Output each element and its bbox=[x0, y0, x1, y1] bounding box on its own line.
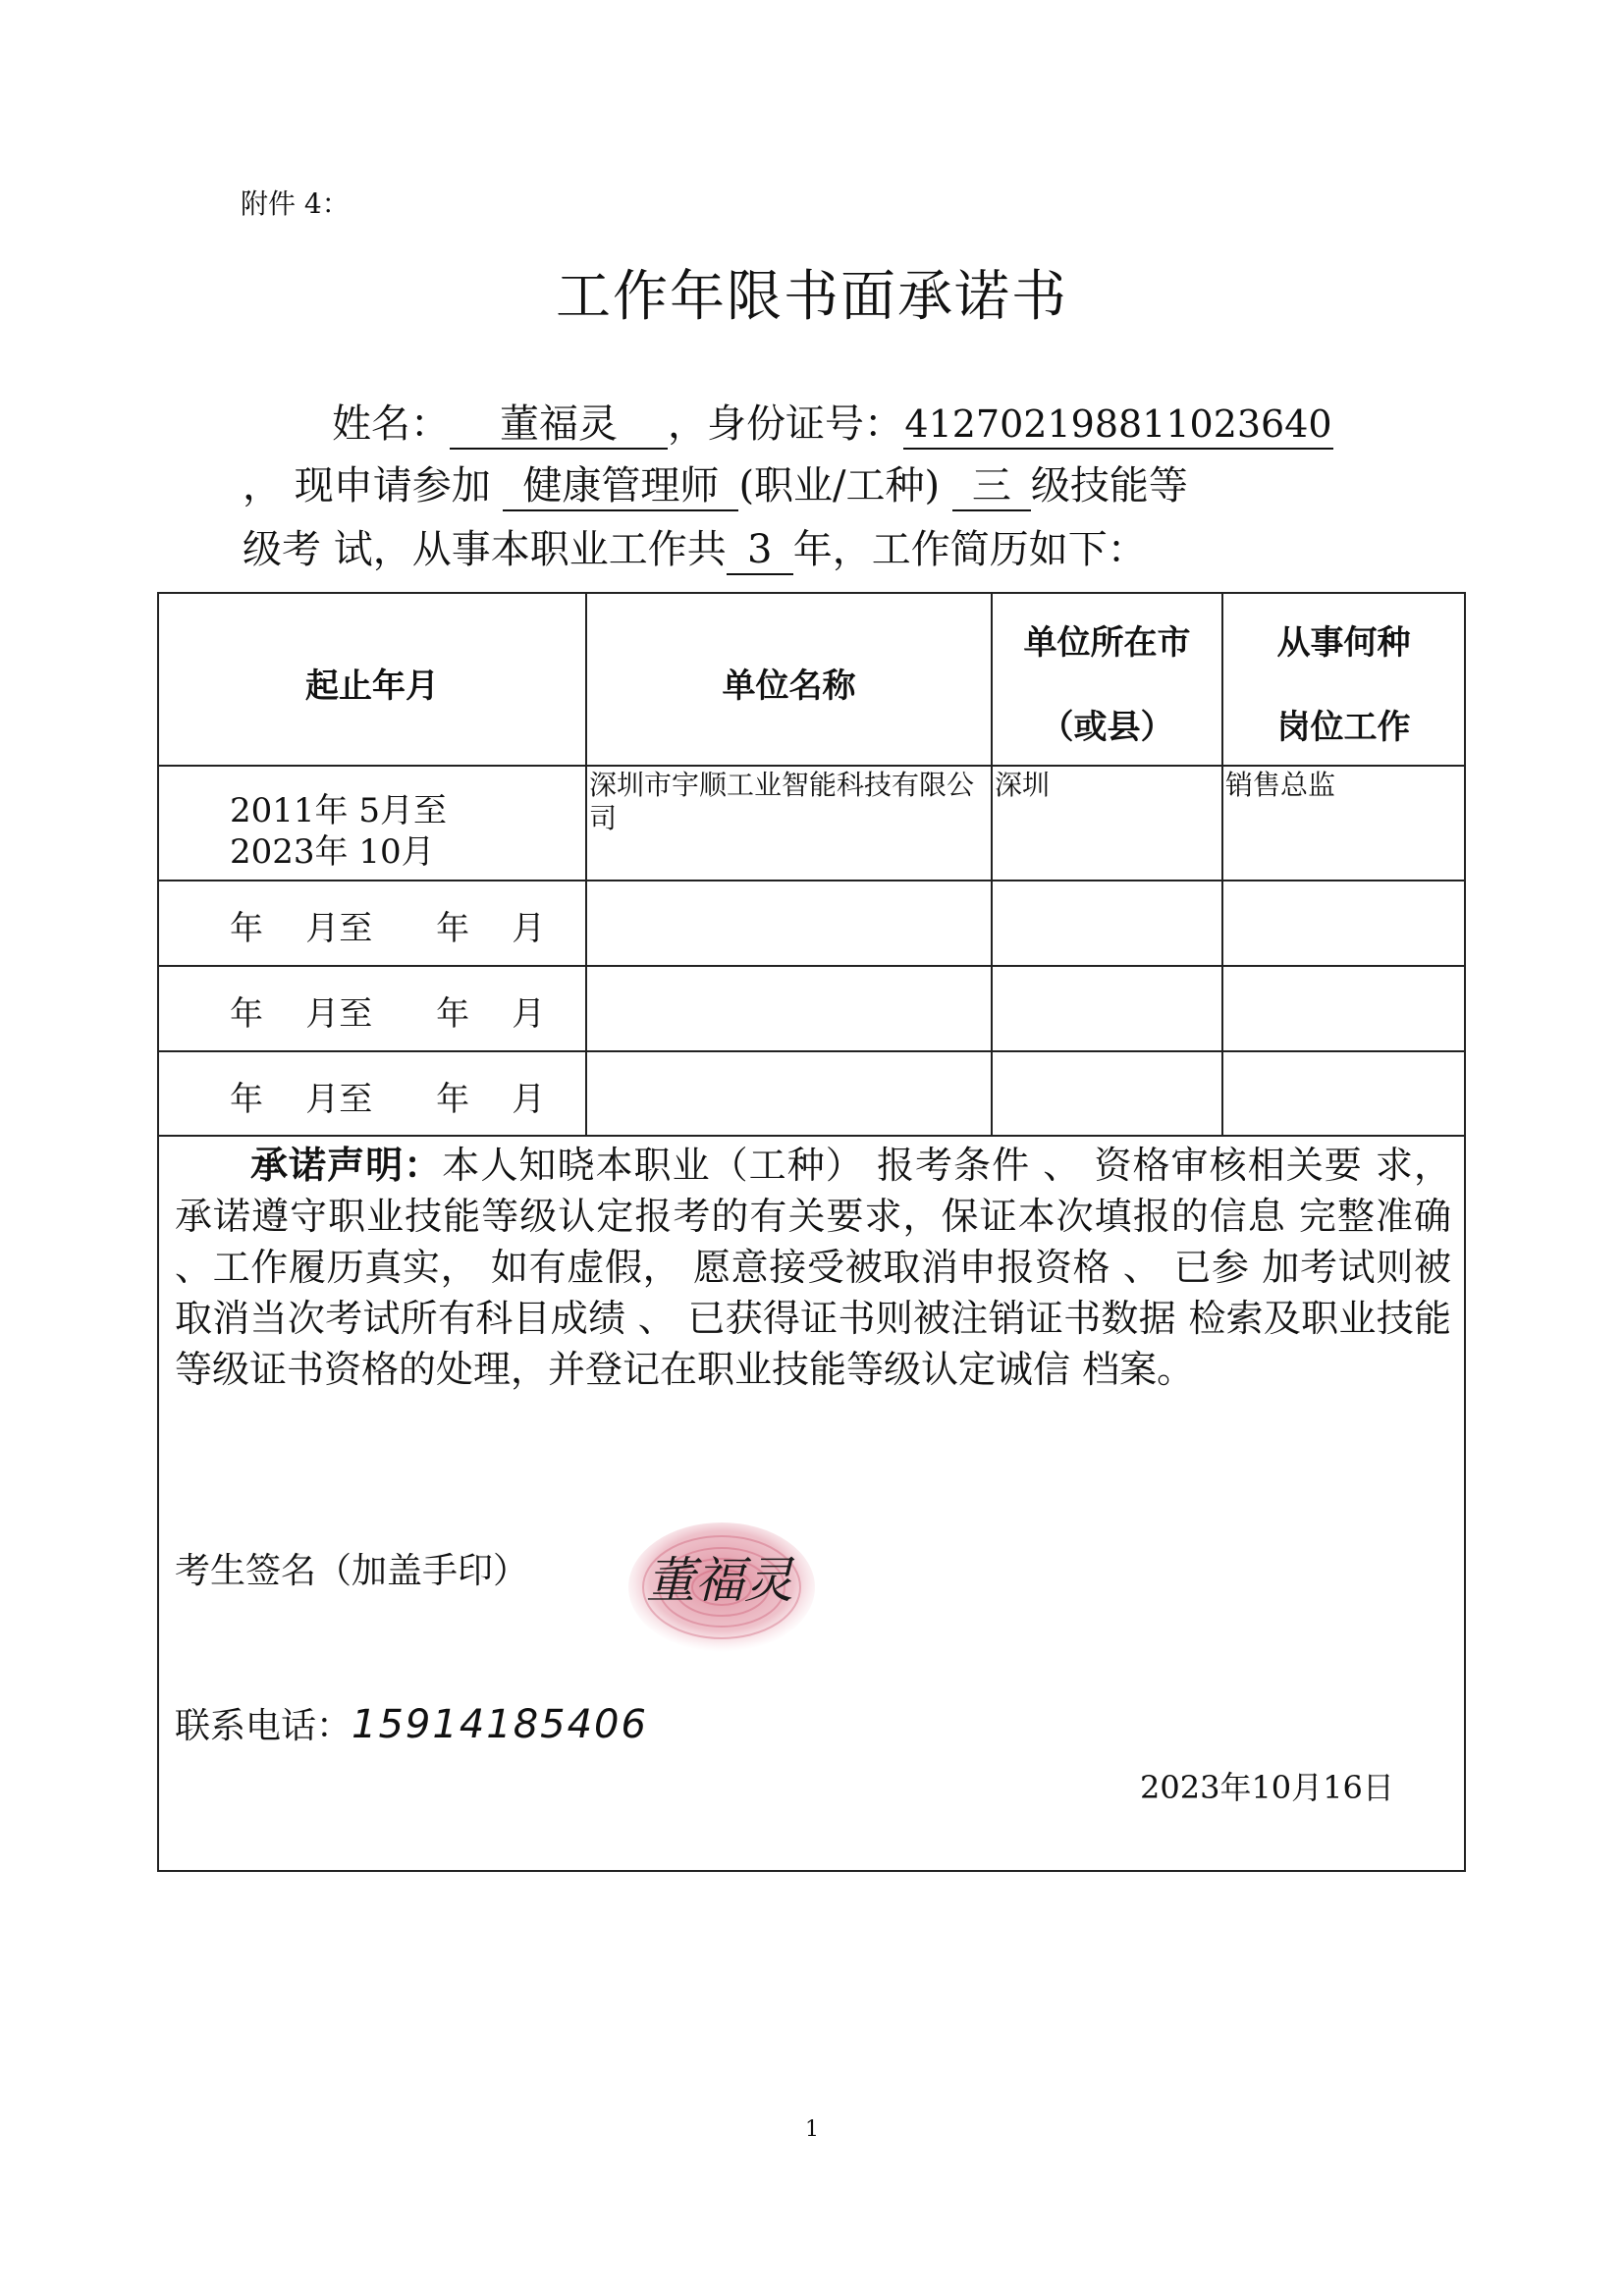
row1-period-end: 2023年 10月 bbox=[230, 832, 435, 872]
level-suffix: 级技能等 bbox=[1030, 463, 1188, 508]
name-value: 董福灵 bbox=[450, 400, 668, 450]
header-city-line2: （或县） bbox=[1040, 708, 1174, 747]
phone-value: 15914185406 bbox=[352, 1702, 648, 1747]
header-period: 起止年月 bbox=[305, 667, 439, 706]
handwritten-name: 董福灵 bbox=[646, 1552, 793, 1609]
level-value: 三 bbox=[952, 462, 1031, 511]
document-title: 工作年限书面承诺书 bbox=[556, 265, 1068, 329]
table-divider bbox=[991, 594, 993, 1136]
phone-label: 联系电话： bbox=[175, 1706, 352, 1746]
id-number-value: 412702198811023640 bbox=[903, 400, 1333, 450]
row3-period: 年 月至 年 月 bbox=[230, 994, 546, 1034]
signature-label: 考生签名（加盖手印） bbox=[175, 1551, 529, 1591]
occupation-value: 健康管理师 bbox=[503, 462, 738, 511]
sign-date: 2023年10月16日 bbox=[1140, 1769, 1394, 1806]
pledge-heading: 承诺声明： bbox=[249, 1144, 443, 1187]
intro-line-2 bbox=[243, 454, 1188, 511]
name-label: 姓名： bbox=[332, 401, 450, 447]
attachment-label: 附件 4： bbox=[241, 187, 350, 220]
row1-city: 深圳 bbox=[995, 769, 1051, 801]
table-divider bbox=[159, 965, 1464, 967]
row1-position: 销售总监 bbox=[1225, 769, 1336, 801]
header-position-line2: 岗位工作 bbox=[1276, 708, 1411, 747]
phone-line bbox=[175, 1698, 648, 1748]
occupation-suffix: (职业/工种) bbox=[738, 463, 941, 508]
intro-line-3 bbox=[243, 518, 1147, 575]
row4-period: 年 月至 年 月 bbox=[230, 1080, 546, 1119]
row1-period-start: 2011年 5月至 bbox=[230, 791, 447, 830]
pledge-statement bbox=[175, 1140, 1451, 1395]
header-position-line1: 从事何种 bbox=[1276, 623, 1411, 663]
table-divider bbox=[159, 765, 1464, 767]
table-divider bbox=[159, 880, 1464, 881]
line3-prefix: 级考 试，从事本职业工作共 bbox=[243, 527, 727, 572]
header-company: 单位名称 bbox=[722, 667, 856, 706]
years-value: 3 bbox=[727, 526, 793, 575]
table-divider bbox=[1221, 594, 1223, 1136]
intro-line-1 bbox=[332, 393, 1333, 450]
page-number: 1 bbox=[805, 2117, 819, 2142]
fingerprint-signature bbox=[619, 1517, 825, 1659]
row2-period: 年 月至 年 月 bbox=[230, 909, 546, 948]
line3-suffix: 年，工作简历如下： bbox=[792, 527, 1147, 572]
header-city-line1: 单位所在市 bbox=[1023, 623, 1191, 663]
pledge-text: 本人知晓本职业（工种） 报考条件 、 资格审核相关要 求， 承诺遵守职业技能等级认定报考的有关要求，保证本次填报的信息 完整准确 、工作履历真实， 如有虚假， 愿意接受被取消申报资格 、 已参 加考试则被取消当次考试所有科目成绩 、 已获得证书则被注销证书数据 检索及职业技能等级证书资格的处理，并登记在职业技能等级认定诚信 档案。 bbox=[175, 1144, 1451, 1391]
table-divider bbox=[159, 1135, 1464, 1137]
id-label: ，身份证号： bbox=[668, 401, 903, 447]
apply-prefix: ， 现申请参加 bbox=[243, 463, 491, 508]
table-divider bbox=[159, 1050, 1464, 1052]
row1-company: 深圳市宇顺工业智能科技有限公司 bbox=[589, 769, 975, 834]
